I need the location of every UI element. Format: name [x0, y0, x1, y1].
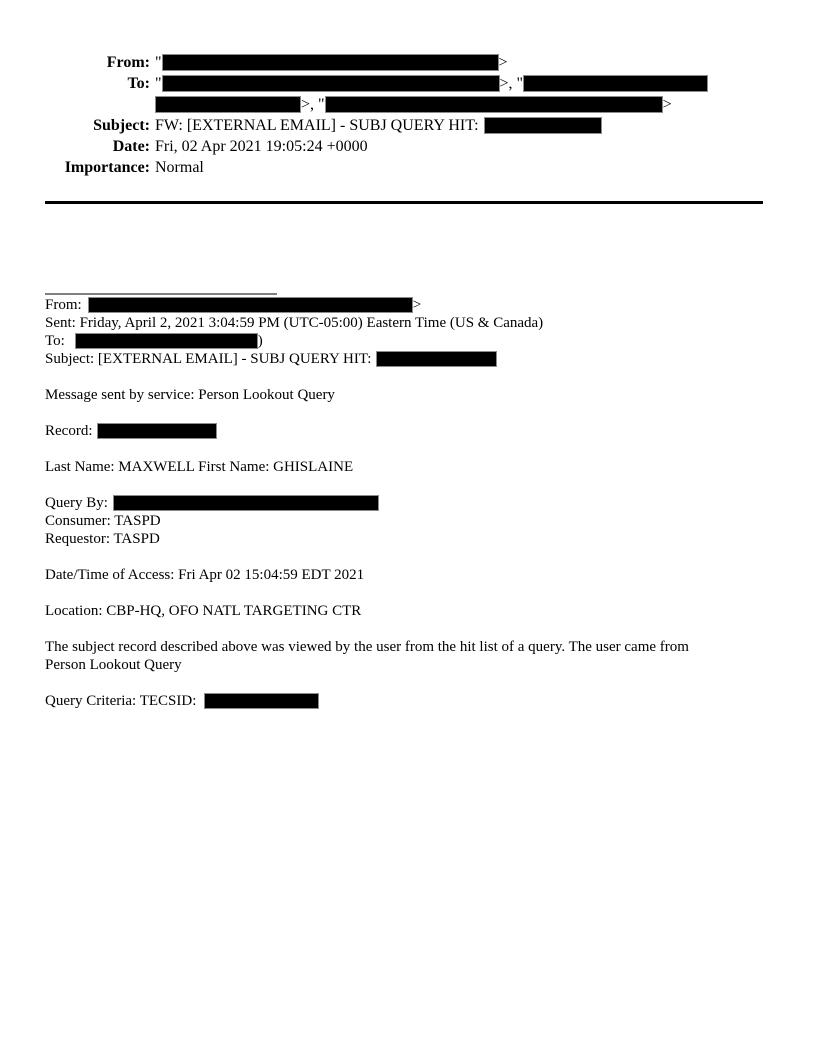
service-line: Message sent by service: Person Lookout Query	[45, 387, 335, 403]
redaction-bar	[155, 96, 301, 113]
record-label: Record:	[45, 423, 93, 439]
separator-text: >, "	[301, 96, 325, 113]
date-value: Fri, 02 Apr 2021 19:05:24 +0000	[155, 138, 368, 155]
email-body	[45, 293, 775, 728]
redaction-bar	[484, 117, 602, 134]
from-label: From:	[106, 54, 150, 71]
date-label: Date:	[112, 138, 150, 155]
record-line	[45, 422, 775, 440]
angle-bracket: >	[412, 297, 422, 313]
location-line: Location: CBP-HQ, OFO NATL TARGETING CTR	[45, 603, 362, 619]
names-line: Last Name: MAXWELL First Name: GHISLAINE	[45, 459, 354, 475]
forward-subject-line	[45, 350, 775, 368]
to-value	[155, 73, 708, 115]
redaction-bar	[204, 693, 319, 709]
redaction-bar	[162, 75, 500, 92]
query-by-label: Query By:	[45, 495, 108, 511]
subject-value	[155, 115, 602, 136]
forward-from-label: From:	[45, 297, 82, 313]
forward-subject-label: Subject: [EXTERNAL EMAIL] - SUBJ QUERY HIT:	[45, 351, 372, 367]
redaction-bar	[113, 495, 379, 511]
consumer-line: Consumer: TASPD	[45, 513, 161, 529]
angle-bracket: >	[498, 54, 508, 71]
redaction-bar	[325, 96, 663, 113]
header-row-subject	[45, 115, 735, 136]
separator-text: >, "	[499, 75, 524, 92]
header-row-to	[45, 73, 735, 115]
from-value	[155, 52, 508, 73]
forward-to-label: To:	[45, 333, 65, 349]
subject-text: FW: [EXTERNAL EMAIL] - SUBJ QUERY HIT:	[155, 117, 479, 134]
header-row-from	[45, 52, 735, 73]
importance-label: Importance:	[64, 159, 150, 176]
header-row-importance	[45, 157, 735, 178]
to-label: To:	[127, 75, 150, 92]
importance-value: Normal	[155, 159, 204, 176]
criteria-label: Query Criteria: TECSID:	[45, 693, 197, 709]
forward-to-line	[45, 332, 775, 350]
query-by-block	[45, 494, 775, 548]
requestor-line: Requestor: TASPD	[45, 531, 160, 547]
criteria-line	[45, 692, 775, 710]
forward-sent-line: Sent: Friday, April 2, 2021 3:04:59 PM (UTC-05:00) Eastern Time (US & Canada)	[45, 315, 544, 331]
quote-mark: "	[155, 75, 162, 92]
description-paragraph	[45, 638, 775, 674]
access-line: Date/Time of Access: Fri Apr 02 15:04:59 EDT 2021	[45, 567, 365, 583]
redaction-bar	[523, 75, 708, 92]
query-by-line	[45, 494, 775, 512]
forward-separator-line	[45, 293, 277, 295]
paren-mark: )	[257, 333, 263, 349]
to-value-line2	[155, 94, 708, 115]
angle-bracket: >	[662, 96, 672, 113]
redaction-bar	[162, 54, 499, 71]
forward-from-line	[45, 296, 775, 314]
redaction-bar	[376, 351, 497, 367]
description-line2: Person Lookout Query	[45, 657, 182, 673]
quote-mark: "	[155, 54, 162, 71]
redaction-bar	[75, 333, 258, 349]
redaction-bar	[88, 297, 413, 313]
subject-label: Subject:	[93, 117, 150, 134]
header-row-date	[45, 136, 735, 157]
header-divider	[45, 201, 763, 204]
forward-header-block	[45, 296, 775, 368]
description-line1: The subject record described above was viewed by the user from the hit list of a query. The user came from	[45, 639, 689, 655]
redaction-bar	[97, 423, 217, 439]
email-header	[45, 52, 735, 178]
to-value-line1	[155, 73, 708, 94]
